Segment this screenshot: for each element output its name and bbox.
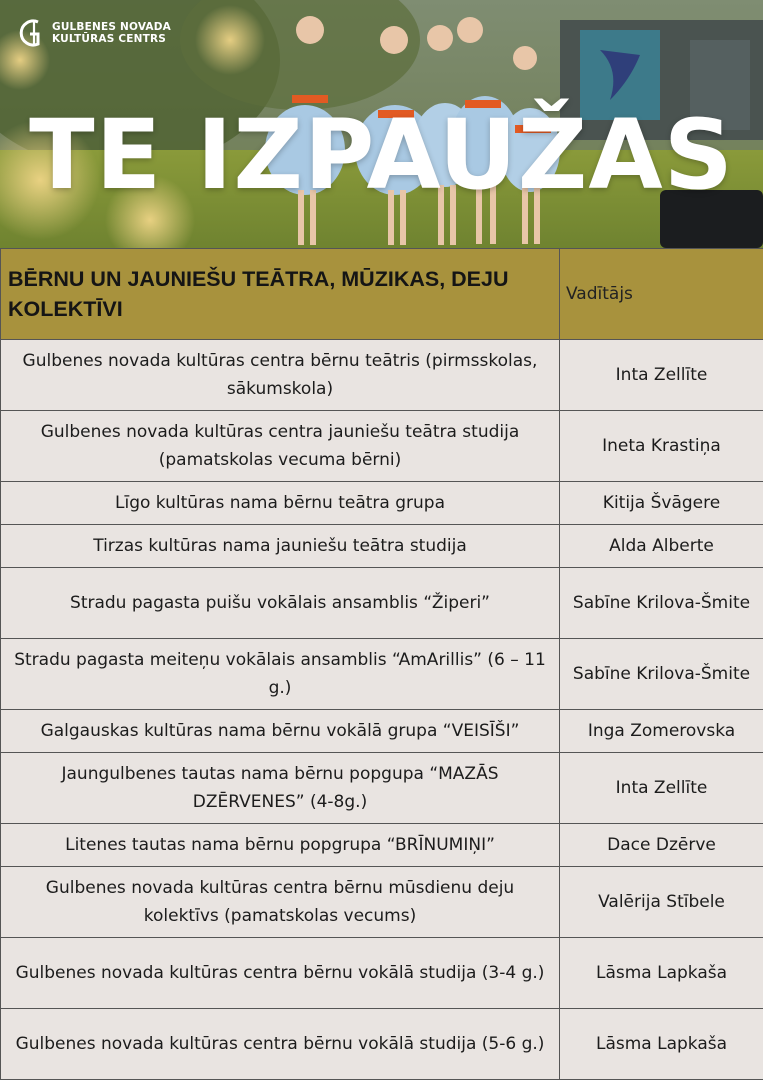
table-row [1, 525, 763, 568]
logo-line-2: KULTŪRAS CENTRS [52, 33, 167, 45]
column-header-group: BĒRNU UN JAUNIEŠU TEĀTRA, MŪZIKAS, DEJU KOLEKTĪVI [1, 249, 560, 340]
group-cell: Stradu pagasta meiteņu vokālais ansamblis “AmArillis” (6 – 11 g.) [1, 639, 560, 710]
brand-logo [16, 16, 171, 50]
group-cell: Galgauskas kultūras nama bērnu vokālā grupa “VEISĪŠI” [1, 710, 560, 753]
groups-table [0, 248, 763, 1080]
group-cell: Litenes tautas nama bērnu popgrupa “BRĪNUMIŅI” [1, 824, 560, 867]
leader-cell: Lāsma Lapkaša [560, 1009, 763, 1080]
group-cell: Stradu pagasta puišu vokālais ansamblis “Žiperi” [1, 568, 560, 639]
table-row [1, 639, 763, 710]
leader-cell: Kitija Švāgere [560, 482, 763, 525]
leader-cell: Sabīne Krilova-Šmite [560, 568, 763, 639]
leader-cell: Valērija Stībele [560, 867, 763, 938]
hero-banner [0, 0, 763, 248]
leader-cell: Alda Alberte [560, 525, 763, 568]
group-cell: Gulbenes novada kultūras centra bērnu teātris (pirmsskolas, sākumskola) [1, 340, 560, 411]
group-cell: Gulbenes novada kultūras centra bērnu vokālā studija (3-4 g.) [1, 938, 560, 1009]
table-row [1, 568, 763, 639]
table-row [1, 824, 763, 867]
logo-line-1: GULBENES NOVADA [52, 21, 172, 33]
page-title: TE IZPAUŽAS [29, 99, 734, 211]
table-row [1, 938, 763, 1009]
group-cell: Gulbenes novada kultūras centra bērnu mūsdienu deju kolektīvs (pamatskolas vecums) [1, 867, 560, 938]
group-cell: Tirzas kultūras nama jauniešu teātra studija [1, 525, 560, 568]
leader-cell: Dace Dzērve [560, 824, 763, 867]
leader-cell: Ineta Krastiņa [560, 411, 763, 482]
leader-cell: Inta Zellīte [560, 340, 763, 411]
table-row [1, 1009, 763, 1080]
table-row [1, 482, 763, 525]
leader-cell: Lāsma Lapkaša [560, 938, 763, 1009]
table-row [1, 340, 763, 411]
group-cell: Līgo kultūras nama bērnu teātra grupa [1, 482, 560, 525]
column-header-leader: Vadītājs [560, 249, 763, 340]
leader-cell: Inga Zomerovska [560, 710, 763, 753]
group-cell: Gulbenes novada kultūras centra jauniešu teātra studija (pamatskolas vecuma bērni) [1, 411, 560, 482]
group-cell: Jaungulbenes tautas nama bērnu popgupa “MAZĀS DZĒRVENES” (4-8g.) [1, 753, 560, 824]
table-row [1, 710, 763, 753]
table-header-row [1, 249, 763, 340]
table-row [1, 867, 763, 938]
table-row [1, 411, 763, 482]
leader-cell: Sabīne Krilova-Šmite [560, 639, 763, 710]
table-row [1, 753, 763, 824]
leader-cell: Inta Zellīte [560, 753, 763, 824]
logo-monogram-icon [16, 16, 48, 50]
group-cell: Gulbenes novada kultūras centra bērnu vokālā studija (5-6 g.) [1, 1009, 560, 1080]
